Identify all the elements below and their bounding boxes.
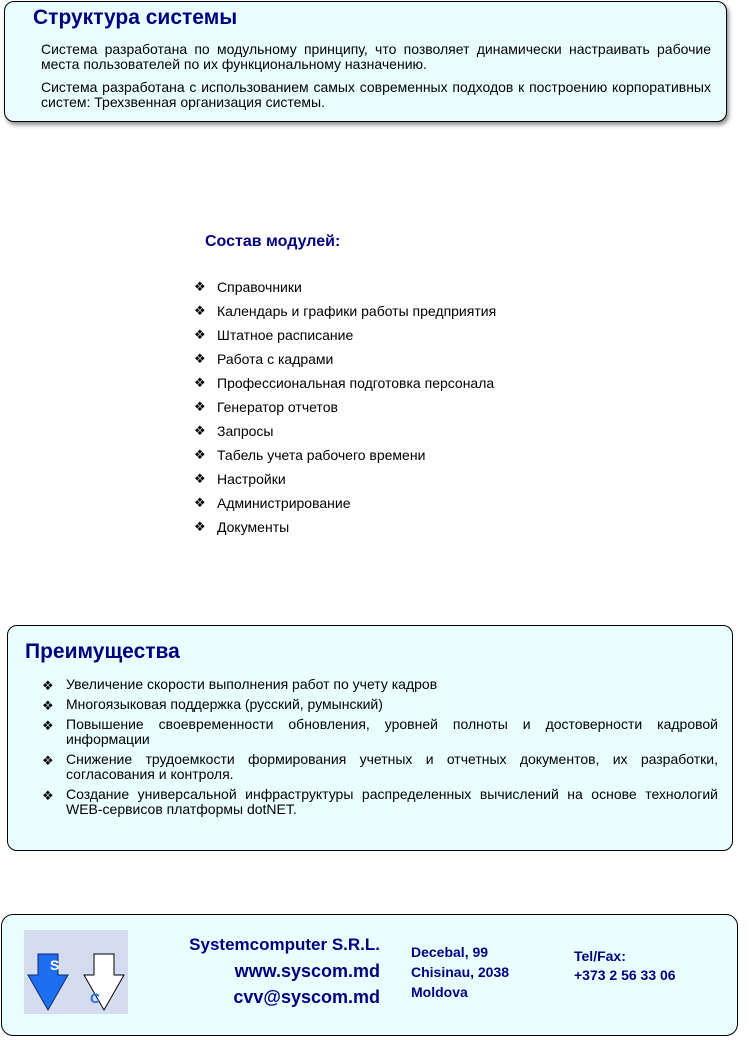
diamond-bullet-icon: ❖ bbox=[194, 327, 206, 342]
module-item: ❖ Генератор отчетов bbox=[194, 399, 338, 415]
diamond-bullet-icon: ❖ bbox=[194, 375, 206, 390]
module-item: ❖ Администрирование bbox=[194, 495, 351, 511]
footer-panel bbox=[1, 914, 738, 1036]
diamond-bullet-icon: ❖ bbox=[194, 471, 206, 486]
diamond-bullet-icon: ❖ bbox=[42, 698, 54, 713]
website-link[interactable]: www.syscom.md bbox=[234, 961, 380, 981]
diamond-bullet-icon: ❖ bbox=[194, 495, 206, 510]
module-item: ❖ Профессиональная подготовка персонала bbox=[194, 375, 495, 391]
tel-label: Tel/Fax: bbox=[574, 948, 626, 964]
advantage-item: ❖ Многоязыковая поддержка (русский, румынский) bbox=[42, 696, 383, 713]
modules-title: Состав модулей: bbox=[205, 233, 341, 250]
logo-letter-c: C bbox=[90, 990, 101, 1006]
structure-paragraph-1: Система разработана по модульному принципу, что позволяет динамически настраивать рабочие места пользователей по их функциональному назначению. bbox=[41, 41, 711, 72]
structure-paragraph-2: Система разработана с использованием самых современных подходов к построению корпоративных систем: Трехзвенная организация системы. bbox=[41, 79, 711, 110]
tel-value: +373 2 56 33 06 bbox=[574, 967, 676, 983]
advantages-list bbox=[42, 677, 718, 822]
company-logo bbox=[24, 930, 128, 1014]
diamond-bullet-icon: ❖ bbox=[194, 447, 206, 462]
module-item: ❖ Документы bbox=[194, 519, 290, 535]
structure-panel bbox=[4, 1, 727, 122]
advantage-item: ❖ Снижение трудоемкости формирования учетных и отчетных документов, их разработки, согласования и контроля. bbox=[42, 751, 718, 782]
company-name: Systemcomputer S.R.L. bbox=[189, 935, 380, 954]
advantage-item: ❖ Увеличение скорости выполнения работ по учету кадров bbox=[42, 676, 438, 693]
module-item: ❖ Работа с кадрами bbox=[194, 351, 334, 367]
diamond-bullet-icon: ❖ bbox=[194, 399, 206, 414]
module-item: ❖ Запросы bbox=[194, 423, 274, 439]
module-item: ❖ Настройки bbox=[194, 471, 286, 487]
address-country: Moldova bbox=[411, 984, 468, 1000]
diamond-bullet-icon: ❖ bbox=[42, 718, 54, 733]
structure-title: Структура системы bbox=[33, 6, 238, 29]
module-item: ❖ Справочники bbox=[194, 279, 302, 295]
address-city: Chisinau, 2038 bbox=[411, 964, 510, 980]
diamond-bullet-icon: ❖ bbox=[42, 788, 54, 803]
advantage-item: ❖ Создание универсальной инфраструктуры распределенных вычислений на основе технологий WEB-сервисов платформы dotNET. bbox=[42, 786, 718, 817]
diamond-bullet-icon: ❖ bbox=[42, 753, 54, 768]
address-street: Decebal, 99 bbox=[411, 944, 489, 960]
diamond-bullet-icon: ❖ bbox=[194, 279, 206, 294]
advantages-panel bbox=[7, 625, 733, 851]
module-item: ❖ Табель учета рабочего времени bbox=[194, 447, 426, 463]
modules-list bbox=[194, 278, 496, 542]
diamond-bullet-icon: ❖ bbox=[194, 423, 206, 438]
logo-letter-s: S bbox=[50, 957, 60, 973]
diamond-bullet-icon: ❖ bbox=[194, 519, 206, 534]
diamond-bullet-icon: ❖ bbox=[194, 351, 206, 366]
module-item: ❖ Штатное расписание bbox=[194, 327, 354, 343]
diamond-bullet-icon: ❖ bbox=[42, 678, 54, 693]
diamond-bullet-icon: ❖ bbox=[194, 303, 206, 318]
module-item: ❖ Календарь и графики работы предприятия bbox=[194, 303, 497, 319]
advantages-title: Преимущества bbox=[25, 640, 180, 663]
email-link[interactable]: cvv@syscom.md bbox=[233, 987, 380, 1007]
advantage-item: ❖ Повышение своевременности обновления, уровней полноты и достоверности кадровой информации bbox=[42, 716, 718, 747]
